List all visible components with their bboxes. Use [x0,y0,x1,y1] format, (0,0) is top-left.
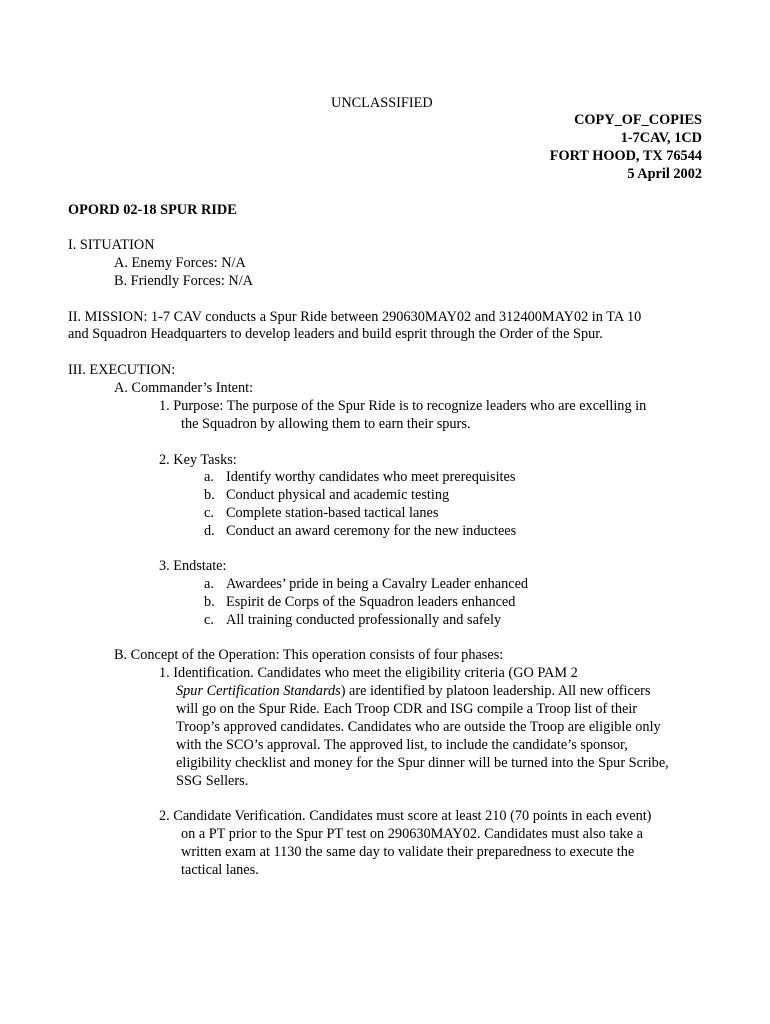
identification-line-7: SSG Sellers. [176,773,249,789]
copy-number: COPY_OF_COPIES [574,112,702,128]
location: FORT HOOD, TX 76544 [549,148,702,164]
concept-heading: B. Concept of the Operation: This operation consists of four phases: [114,647,504,663]
identification-line-5: with the SCO’s approval. The approved list, to include the candidate’s sponsor, [176,737,628,753]
classification-marking: UNCLASSIFIED [331,95,433,111]
list-item-text: Conduct an award ceremony for the new inductees [226,523,517,539]
list-item-text: Identify worthy candidates who meet prerequisites [226,469,516,485]
identification-line-3: will go on the Spur Ride. Each Troop CDR and ISG compile a Troop list of their [176,701,638,717]
list-item-text: Awardees’ pride in being a Cavalry Leader enhanced [226,576,529,592]
unit-designation: 1-7CAV, 1CD [620,130,702,146]
list-item [204,611,214,629]
identification-line-6: eligibility checklist and money for the Spur dinner will be turned into the Spur Scribe, [176,755,669,771]
list-item-text: All training conducted professionally and safely [226,612,502,628]
list-marker: a. [204,576,214,592]
list-marker: c. [204,505,214,521]
mission-line-2: and Squadron Headquarters to develop leaders and build esprit through the Order of the Spur. [68,326,603,342]
list-marker: d. [204,523,215,539]
list-item [204,522,215,540]
intent-heading: A. Commander’s Intent: [114,380,254,396]
situation-heading: I. SITUATION [68,237,155,253]
list-item [204,575,214,593]
list-marker: a. [204,469,214,485]
situation-friendly: B. Friendly Forces: N/A [114,273,253,289]
identification-line-2 [176,682,651,700]
endstate-heading: 3. Endstate: [159,558,227,574]
list-item [204,593,215,611]
document-title: OPORD 02-18 SPUR RIDE [68,202,237,218]
list-marker: b. [204,594,215,610]
identification-line-1: 1. Identification. Candidates who meet the eligibility criteria (GO PAM 2 [159,665,578,681]
list-item-text: Conduct physical and academic testing [226,487,450,503]
list-marker: c. [204,612,214,628]
list-item [204,486,215,504]
key-tasks-heading: 2. Key Tasks: [159,452,237,468]
list-item-text: Espirit de Corps of the Squadron leaders enhanced [226,594,516,610]
verification-line-1: 2. Candidate Verification. Candidates must score at least 210 (70 points in each event) [159,808,652,824]
list-item [204,504,214,522]
list-item-text: Complete station-based tactical lanes [226,505,439,521]
identification-line-4: Troop’s approved candidates. Candidates who are outside the Troop are eligible only [176,719,661,735]
purpose-line-2: the Squadron by allowing them to earn their spurs. [181,416,471,432]
list-item [204,468,214,486]
purpose-line-1: 1. Purpose: The purpose of the Spur Ride is to recognize leaders who are excelling in [159,398,647,414]
verification-line-4: tactical lanes. [181,862,259,878]
situation-enemy: A. Enemy Forces: N/A [114,255,246,271]
document-date: 5 April 2002 [627,166,702,182]
reference-title: Spur Certification Standards [176,683,341,699]
list-marker: b. [204,487,215,503]
mission-line-1: II. MISSION: 1-7 CAV conducts a Spur Ride between 290630MAY02 and 312400MAY02 in TA 10 [68,309,642,325]
execution-heading: III. EXECUTION: [68,362,176,378]
verification-line-3: written exam at 1130 the same day to validate their preparedness to execute the [181,844,635,860]
verification-line-2: on a PT prior to the Spur PT test on 290630MAY02. Candidates must also take a [181,826,643,842]
identification-line-2-rest: ) are identified by platoon leadership. All new officers [340,683,651,699]
